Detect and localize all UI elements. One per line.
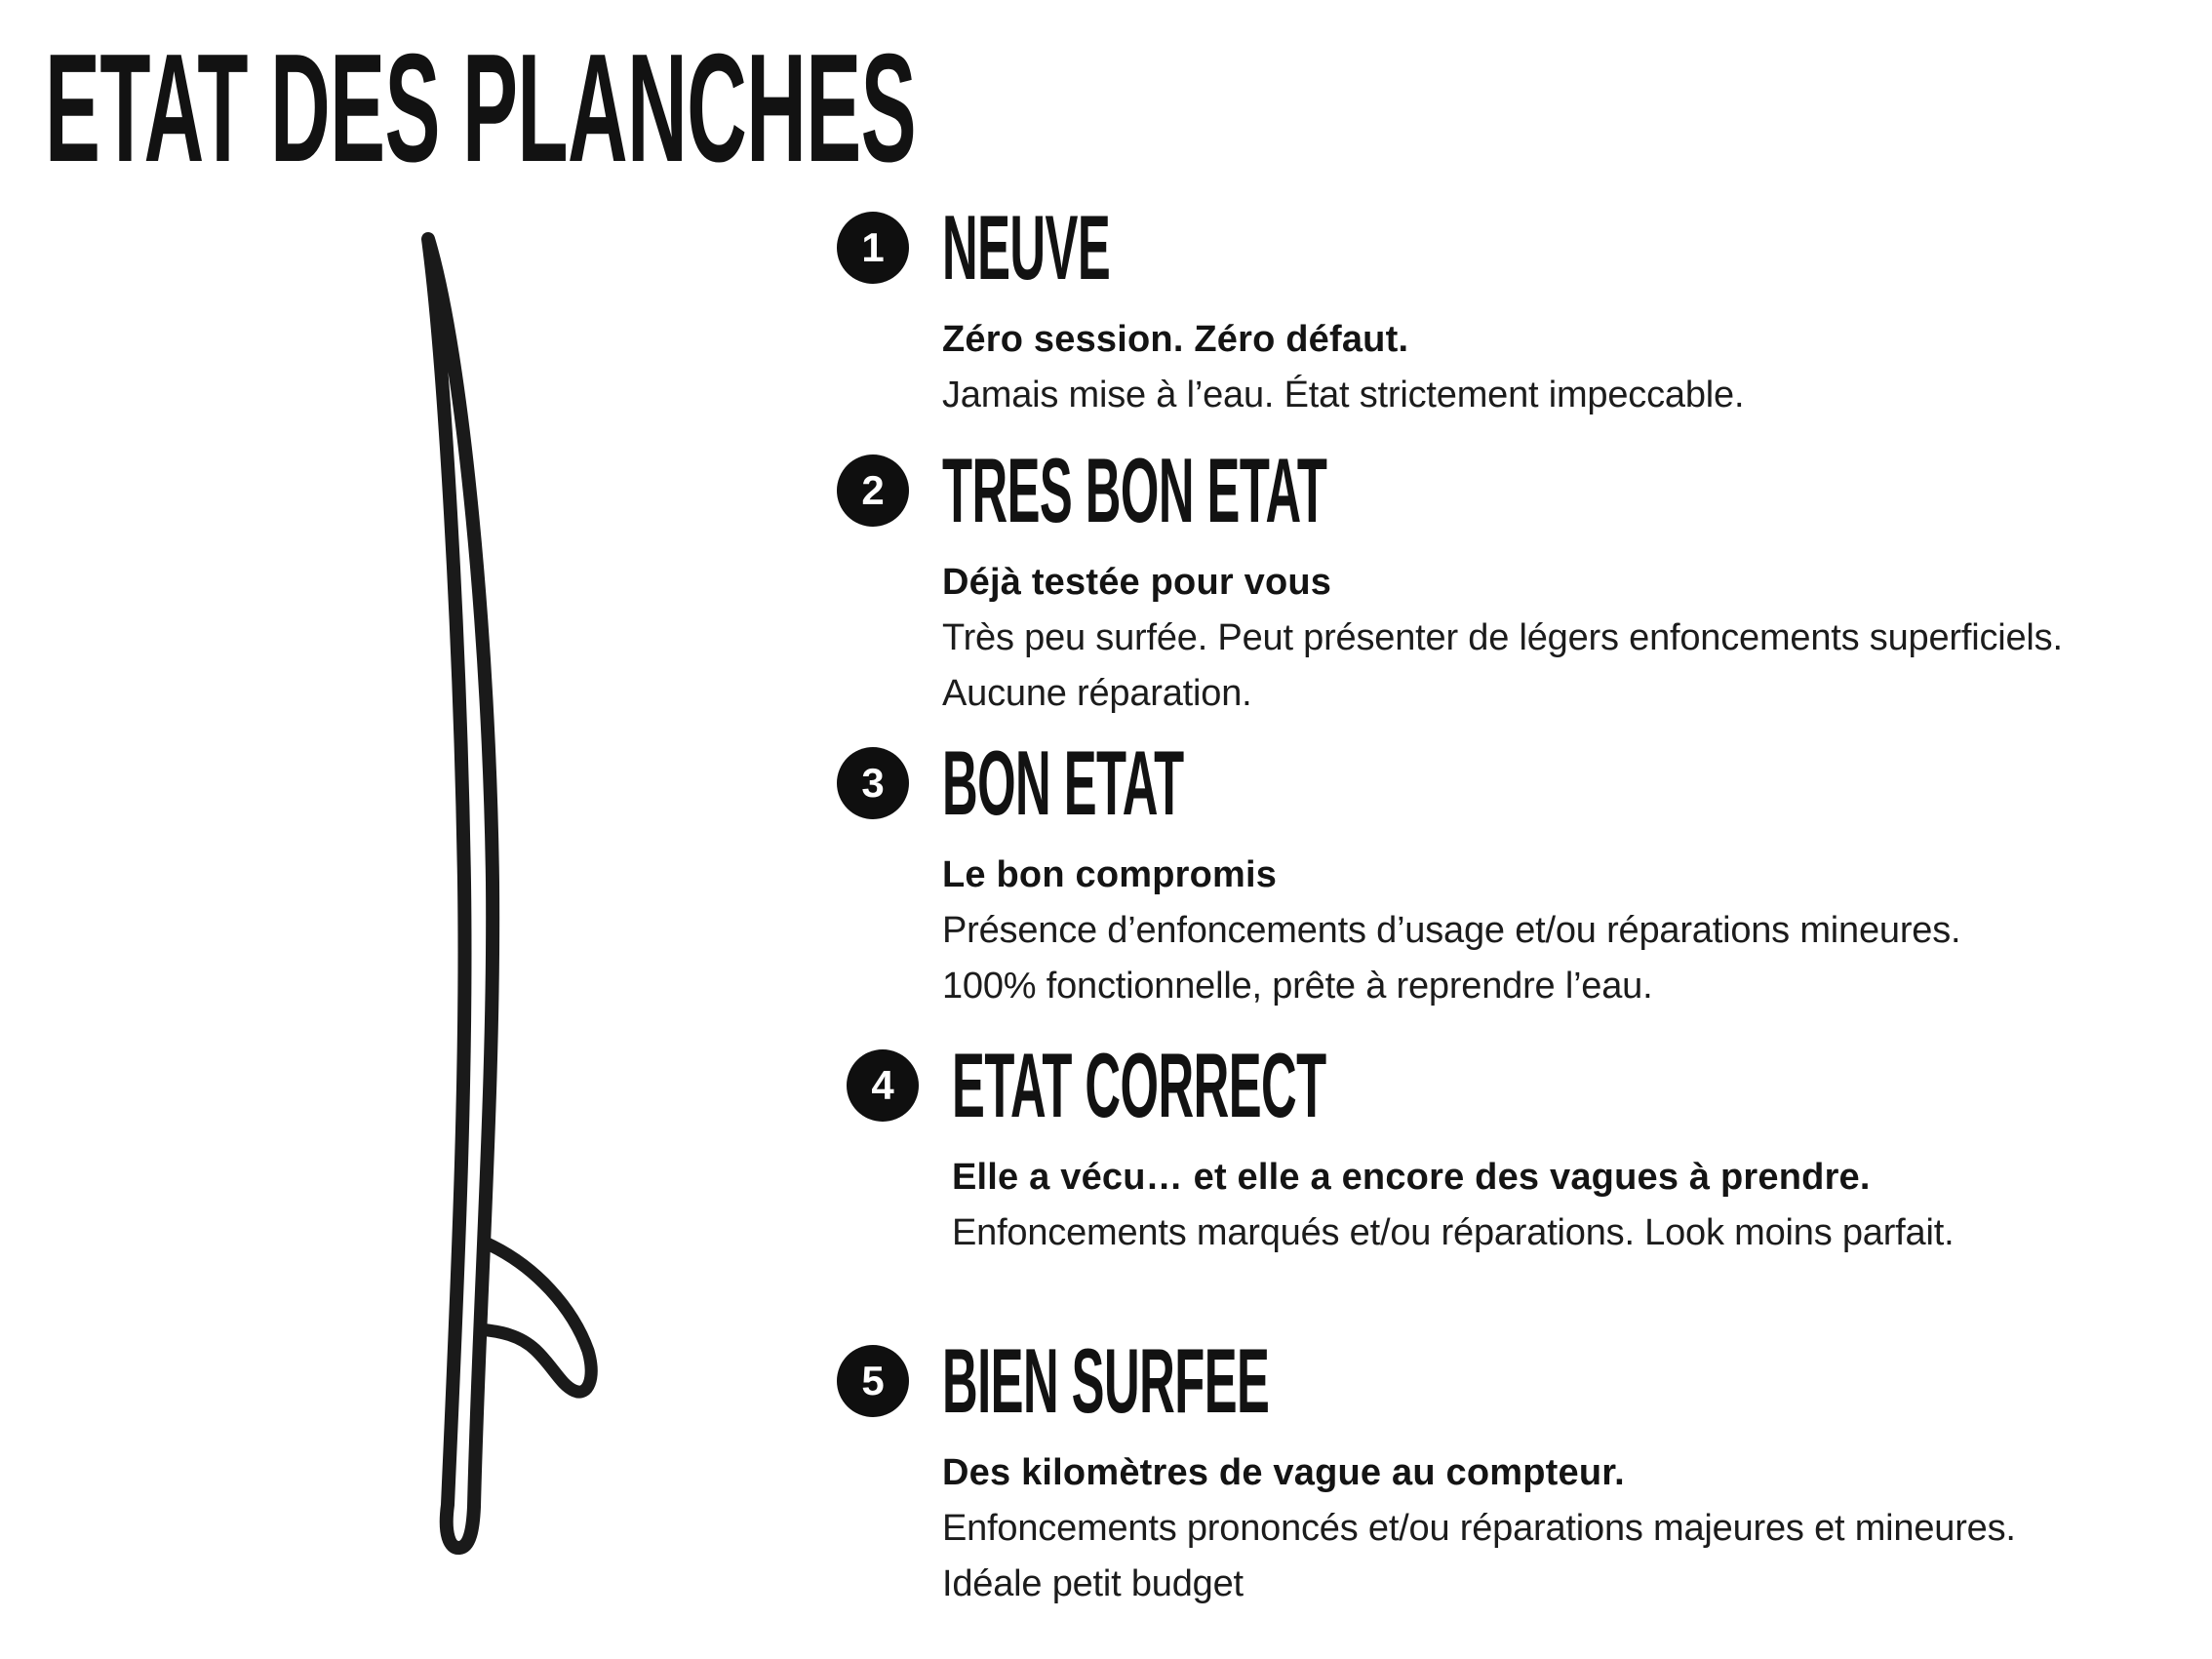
item-number: 4 [871, 1062, 894, 1108]
item-subtitle: Elle a vécu… et elle a encore des vagues à prendre. [952, 1157, 1871, 1198]
item-body-line: Enfoncements prononcés et/ou réparations majeures et mineures. [942, 1508, 2016, 1549]
page-title [45, 22, 1658, 194]
item-number-badge [837, 1345, 909, 1417]
item-header-row [847, 1034, 2173, 1136]
item-subtitle: Zéro session. Zéro défaut. [942, 319, 1409, 360]
page-title-text: ETAT DES PLANCHES [45, 22, 917, 194]
item-subtitle: Le bon compromis [942, 854, 1278, 895]
item-subtitle: Déjà testée pour vous [942, 562, 1332, 603]
item-number: 2 [861, 467, 885, 513]
surfboard-fin-outline [480, 1242, 591, 1392]
item-number: 5 [861, 1358, 885, 1403]
condition-item-neuve [837, 196, 2163, 423]
item-header-row [837, 1329, 2163, 1432]
surfboard-illustration [385, 219, 639, 1575]
item-body-line: Présence d’enfoncements d’usage et/ou réparations mineures. [942, 910, 1961, 951]
item-heading: NEUVE [942, 196, 1111, 298]
item-number: 1 [861, 224, 885, 270]
item-header-row [837, 196, 2163, 298]
item-header-row [837, 439, 2163, 541]
item-heading: BON ETAT [942, 731, 1184, 834]
item-number: 3 [861, 760, 885, 806]
item-heading: TRES BON ETAT [942, 439, 1327, 541]
condition-item-tres-bon-etat [837, 439, 2163, 722]
item-body-line: Enfoncements marqués et/ou réparations. Look moins parfait. [952, 1212, 1955, 1253]
item-body-line: Très peu surfée. Peut présenter de légers enfoncements superficiels. [942, 617, 2063, 658]
item-number-badge [837, 454, 909, 527]
item-heading: ETAT CORRECT [952, 1034, 1326, 1136]
item-number-badge [837, 747, 909, 819]
item-number-badge [837, 212, 909, 284]
item-body-line: Idéale petit budget [942, 1563, 1244, 1604]
item-subtitle: Des kilomètres de vague au compteur. [942, 1452, 1625, 1493]
surfboard-profile-outline [428, 239, 493, 1548]
item-number-badge [847, 1049, 919, 1122]
condition-item-etat-correct [847, 1034, 2173, 1261]
item-header-row [837, 731, 2163, 834]
condition-item-bien-surfee [837, 1329, 2163, 1612]
item-heading: BIEN SURFEE [942, 1329, 1270, 1432]
item-body-line: 100% fonctionnelle, prête à reprendre l’eau. [942, 966, 1653, 1007]
condition-item-bon-etat [837, 731, 2163, 1014]
item-body-line: Aucune réparation. [942, 673, 1252, 714]
item-body-line: Jamais mise à l’eau. État strictement impeccable. [942, 375, 1745, 415]
